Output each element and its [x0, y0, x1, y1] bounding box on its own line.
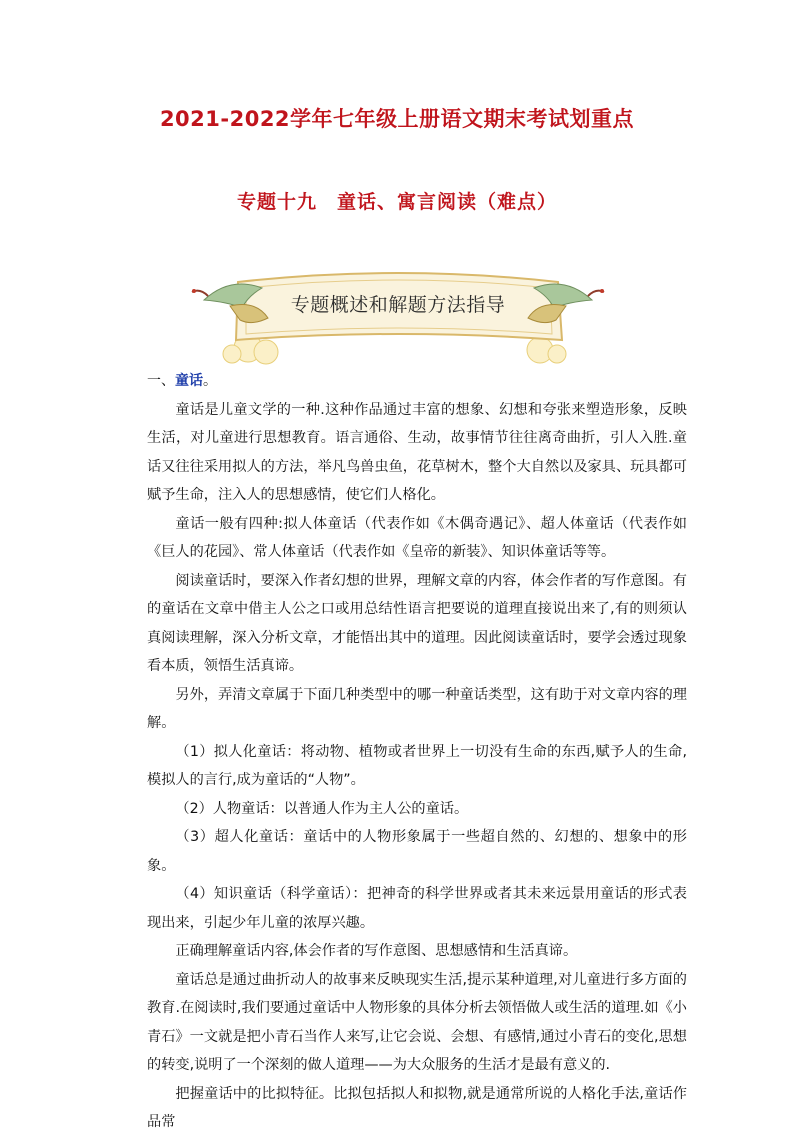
section-punct: 。	[203, 373, 217, 389]
section-heading	[147, 367, 687, 396]
paragraph: 另外，弄清文章属于下面几种类型中的哪一种童话类型，这有助于对文章内容的理解。	[147, 686, 687, 731]
paragraph: 把握童话中的比拟特征。比拟包括拟人和拟物,就是通常所说的人格化手法,童话作品常	[147, 1085, 687, 1130]
list-item: （2）人物童话：以普通人作为主人公的童话。	[175, 800, 469, 817]
list-item: （1）拟人化童话：将动物、植物或者世界上一切没有生命的东西,赋予人的生命,模拟人的言行,成为童话的“人物”。	[147, 743, 687, 788]
list-item: （4）知识童话（科学童话）：把神奇的科学世界或者其未来远景用童话的形式表现出来，引起少年儿童的浓厚兴趣。	[147, 886, 687, 931]
document-body	[147, 367, 687, 1137]
paragraph: 阅读童话时，要深入作者幻想的世界，理解文章的内容，体会作者的写作意图。有的童话在文章中借主人公之口或用总结性语言把要说的道理直接说出来了,有的则须认真阅读理解，深入分析文章，才能悟出其中的道理。因此阅读童话时，要学会透过现象看本质，领悟生活真谛。	[147, 572, 687, 674]
document-title: 2021-2022学年七年级上册语文期末考试划重点	[159, 107, 635, 131]
topic-subtitle: 专题十九 童话、寓言阅读（难点）	[236, 191, 557, 213]
paragraph: 童话一般有四种:拟人体童话（代表作如《木偶奇遇记》、超人体童话（代表作如《巨人的花园》、常人体童话（代表作如《皇帝的新装》、知识体童话等等。	[147, 515, 687, 560]
banner-title: 专题概述和解题方法指导	[290, 294, 506, 316]
section-banner	[190, 256, 606, 370]
list-item: （3）超人化童话：童话中的人物形象属于一些超自然的、幻想的、想象中的形象。	[147, 829, 687, 874]
paragraph: 童话总是通过曲折动人的故事来反映现实生活,提示某种道理,对儿童进行多方面的教育.在阅读时,我们要通过童话中人物形象的具体分析去领悟做人或生活的道理.如《小青石》一文就是把小青石当作人来写,让它会说、会想、有感情,通过小青石的变化,思想的转变,说明了一个深刻的做人道理——为大众服务的生活才是最有意义的.	[147, 971, 687, 1073]
section-number: 一、	[147, 373, 175, 389]
paragraph: 童话是儿童文学的一种.这种作品通过丰富的想象、幻想和夸张来塑造形象，反映生活，对儿童进行思想教育。语言通俗、生动，故事情节往往离奇曲折，引人入胜.童话又往往采用拟人的方法，举凡鸟兽虫鱼，花草树木，整个大自然以及家具、玩具都可赋予生命，注入人的思想感情，使它们人格化。	[147, 401, 687, 503]
section-keyword: 童话	[175, 373, 203, 389]
paragraph: 正确理解童话内容,体会作者的写作意图、思想感情和生活真谛。	[175, 943, 578, 959]
